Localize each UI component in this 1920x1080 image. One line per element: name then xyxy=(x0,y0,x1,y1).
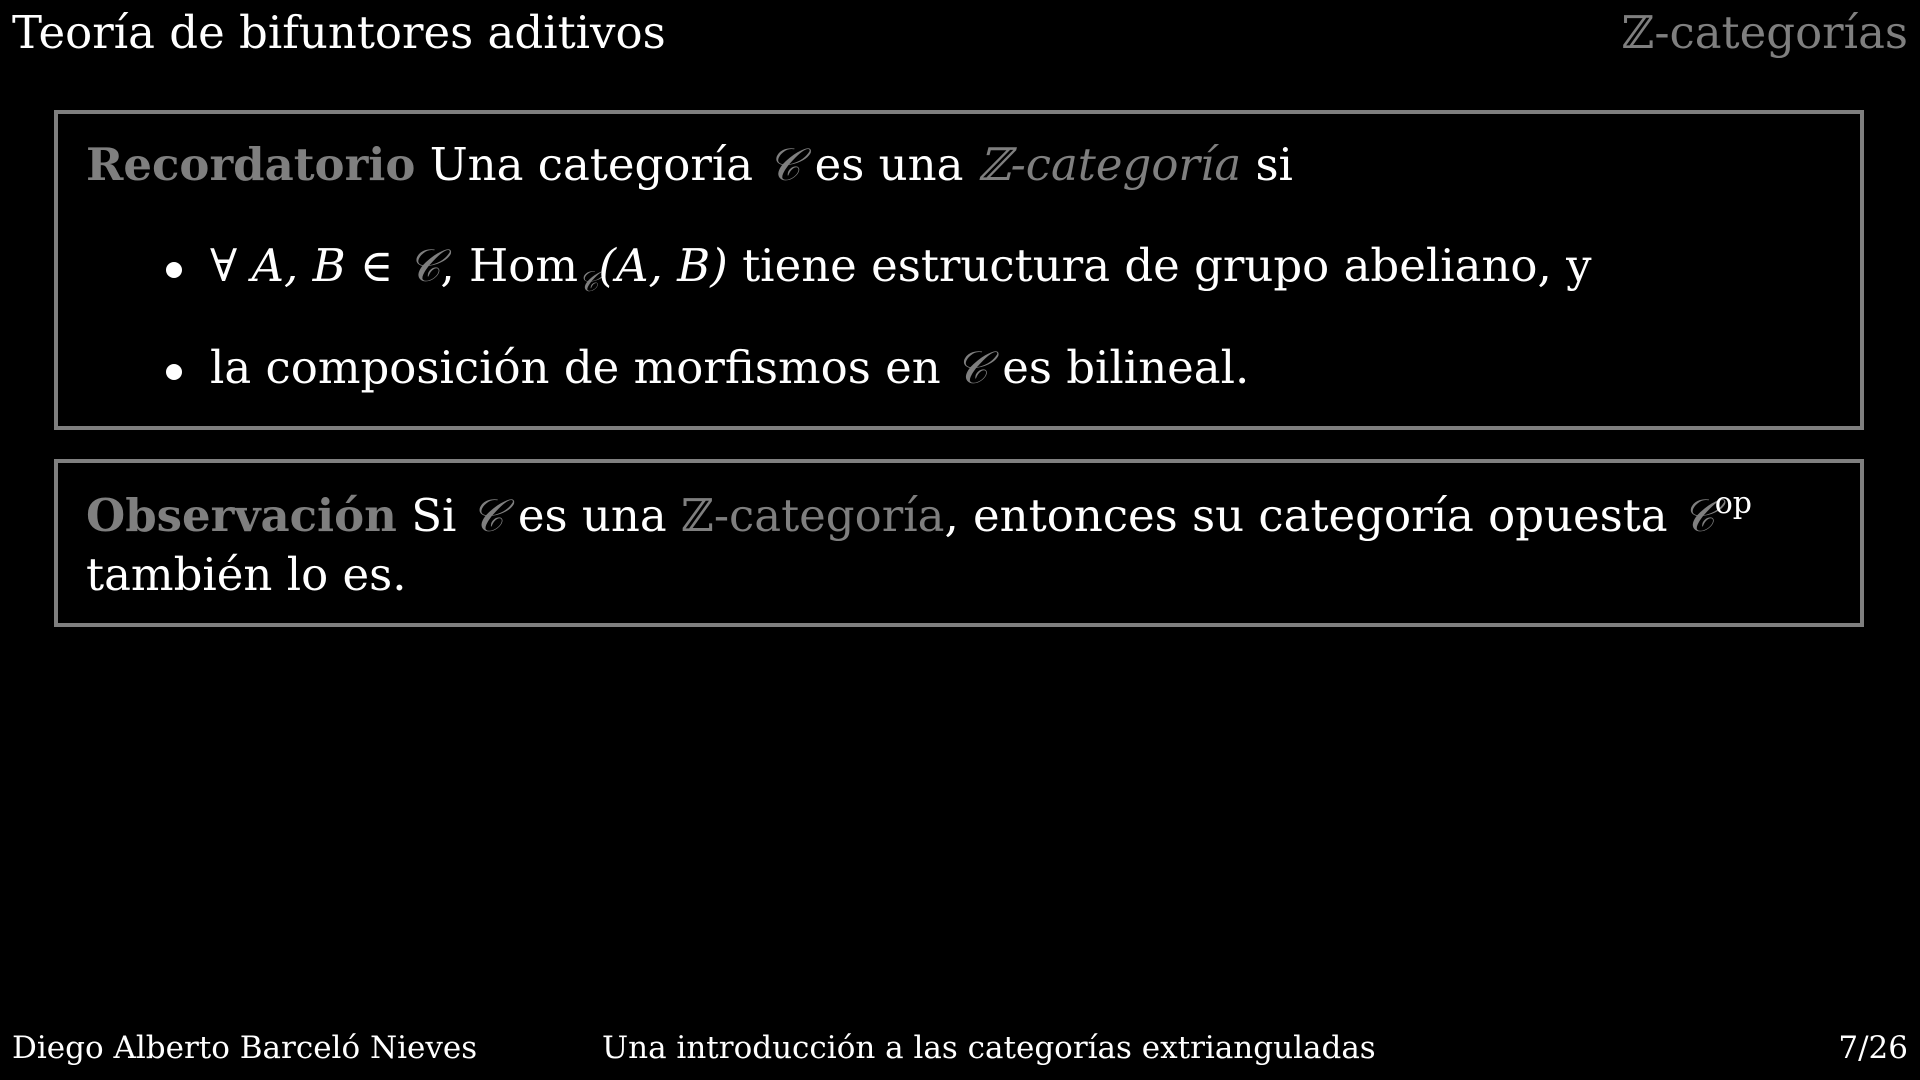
page-number: 7/26 xyxy=(1838,1030,1908,1066)
bullet-1 xyxy=(166,262,182,278)
observation-line-2: también lo es. xyxy=(86,548,407,601)
observation-si: Si xyxy=(411,489,457,542)
element-of-symbol: ∈ xyxy=(359,239,394,292)
category-symbol: 𝒞 xyxy=(767,138,801,191)
reminder-if: si xyxy=(1255,138,1293,191)
reminder-item-1 xyxy=(210,239,1592,299)
hom-arguments: (A, B) xyxy=(598,239,728,292)
opposite-category-symbol: 𝒞 xyxy=(1681,489,1715,542)
reminder-item-2 xyxy=(210,341,1249,395)
observation-line-1 xyxy=(86,486,1752,543)
comma: , xyxy=(440,239,455,292)
reminder-heading-line xyxy=(86,138,1293,192)
observation-rest: , entonces su categoría opuesta xyxy=(944,489,1668,542)
observation-es-una: es una xyxy=(517,489,667,542)
forall-symbol: ∀ xyxy=(210,239,238,292)
category-symbol: 𝒞 xyxy=(407,239,441,292)
category-symbol: 𝒞 xyxy=(470,489,504,542)
bullet-2 xyxy=(166,364,182,380)
variables: A, B xyxy=(251,239,346,292)
footer-title: Una introducción a las categorías extrianguladas xyxy=(602,1030,1376,1066)
section-title: Teoría de bifuntores aditivos xyxy=(12,6,666,59)
reminder-label: Recordatorio xyxy=(86,138,416,191)
reminder-is-a: es una xyxy=(814,138,964,191)
hom-subscript: 𝒞 xyxy=(578,265,599,298)
footer-author: Diego Alberto Barceló Nieves xyxy=(12,1030,478,1066)
observation-label: Observación xyxy=(86,489,397,542)
item-2-text-before: la composición de morfismos en xyxy=(210,341,941,394)
z-category-term: ℤ-categoría xyxy=(977,138,1242,191)
reminder-intro: Una categoría xyxy=(429,138,754,191)
z-category-term: ℤ-categoría xyxy=(681,489,945,542)
item-2-text-after: es bilineal. xyxy=(1002,341,1250,394)
item-1-text: tiene estructura de grupo abeliano, y xyxy=(742,239,1592,292)
subsection-title: ℤ-categorías xyxy=(1621,6,1908,59)
op-superscript: op xyxy=(1714,486,1753,521)
category-symbol: 𝒞 xyxy=(955,341,988,394)
hom-operator: Hom xyxy=(469,239,579,292)
